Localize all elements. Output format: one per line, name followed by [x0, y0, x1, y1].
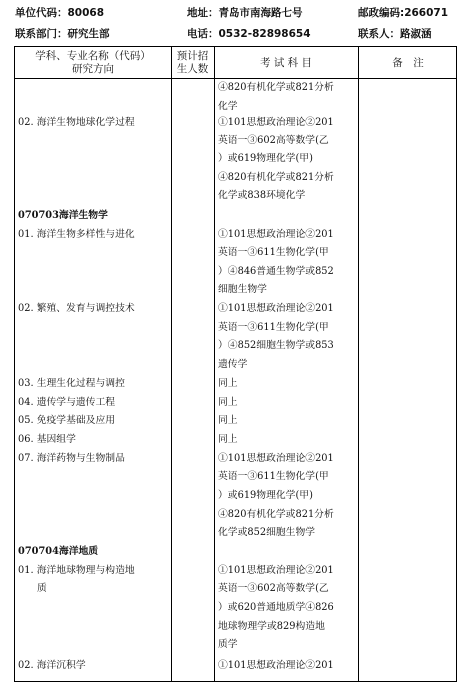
column-header-enrollment-2: 生人数: [176, 63, 209, 75]
postcode: 邮政编码:266071: [358, 7, 449, 19]
exam-subjects: 遗传学: [218, 359, 248, 370]
admission-table: [14, 46, 457, 682]
research-direction: 02. 海洋生物地球化学过程: [18, 117, 135, 128]
exam-subjects: 英语一③611生物化学(甲: [218, 471, 329, 482]
column-divider: [214, 47, 215, 681]
exam-subjects: 地球物理学或829构造地: [218, 621, 325, 632]
exam-subjects: ①101思想政治理论②201: [218, 453, 334, 464]
exam-subjects: 同上: [218, 415, 238, 426]
exam-subjects: 细胞生物学: [218, 284, 267, 295]
exam-subjects: ①101思想政治理论②201: [218, 660, 334, 671]
exam-subjects: 英语一③611生物化学(甲: [218, 247, 329, 258]
header-divider: [15, 78, 456, 79]
research-direction: 05. 免疫学基础及应用: [18, 415, 116, 426]
exam-subjects: 化学或838环境化学: [218, 190, 306, 201]
contact-person: 联系人：路淑涵: [358, 28, 432, 40]
column-header-major: 学科、专业名称（代码）: [35, 50, 151, 62]
exam-subjects: ①101思想政治理论②201: [218, 117, 334, 128]
column-divider: [358, 47, 359, 681]
contact-department: 联系部门：研究生部: [15, 28, 110, 40]
phone: 电话：0532-82898654: [187, 28, 311, 40]
exam-subjects: 英语一③602高等数学(乙: [218, 135, 329, 146]
column-divider: [171, 47, 172, 681]
column-header-direction: 研究方向: [72, 63, 114, 75]
research-direction: 01. 海洋生物多样性与进化: [18, 229, 135, 240]
exam-subjects: ）或619物理化学(甲): [218, 153, 313, 164]
exam-subjects: ）或620普通地质学④826: [218, 602, 334, 613]
exam-subjects: 化学: [218, 101, 238, 112]
exam-subjects: ）或619物理化学(甲): [218, 490, 313, 501]
research-direction: 02. 海洋沉积学: [18, 660, 86, 671]
research-direction: 06. 基因组学: [18, 434, 76, 445]
section-title: 070704海洋地质: [18, 546, 99, 557]
column-header-enrollment: 预计招: [176, 50, 209, 62]
exam-subjects: ）④852细胞生物学或853: [218, 340, 334, 351]
research-direction: 04. 遗传学与遗传工程: [18, 397, 116, 408]
exam-subjects: ①101思想政治理论②201: [218, 303, 334, 314]
address: 地址：青岛市南海路七号: [187, 7, 303, 19]
exam-subjects: ①101思想政治理论②201: [218, 565, 334, 576]
exam-subjects: 质学: [218, 639, 238, 650]
exam-subjects: ）④846普通生物学或852: [218, 266, 334, 277]
column-header-subjects: 考 试 科 目: [259, 57, 312, 69]
exam-subjects: 同上: [218, 378, 238, 389]
research-direction: 03. 生理生化过程与调控: [18, 378, 125, 389]
exam-subjects: ④820有机化学或821分析: [218, 509, 334, 520]
exam-subjects: ④820有机化学或821分析: [218, 172, 334, 183]
exam-subjects: ④820有机化学或821分析: [218, 82, 334, 93]
research-direction: 07. 海洋药物与生物制品: [18, 453, 125, 464]
exam-subjects: 同上: [218, 397, 238, 408]
research-direction: 02. 繁殖、发育与调控技术: [18, 303, 135, 314]
unit-code: 单位代码：80068: [15, 7, 105, 19]
exam-subjects: ①101思想政治理论②201: [218, 229, 334, 240]
exam-subjects: 同上: [218, 434, 238, 445]
section-title: 070703海洋生物学: [18, 210, 108, 221]
column-header-remarks: 备 注: [392, 57, 424, 69]
exam-subjects: 英语一③611生物化学(甲: [218, 322, 329, 333]
research-direction: 质: [37, 583, 47, 594]
exam-subjects: 化学或852细胞生物学: [218, 527, 316, 538]
research-direction: 01. 海洋地球物理与构造地: [18, 565, 135, 576]
exam-subjects: 英语一③602高等数学(乙: [218, 583, 329, 594]
